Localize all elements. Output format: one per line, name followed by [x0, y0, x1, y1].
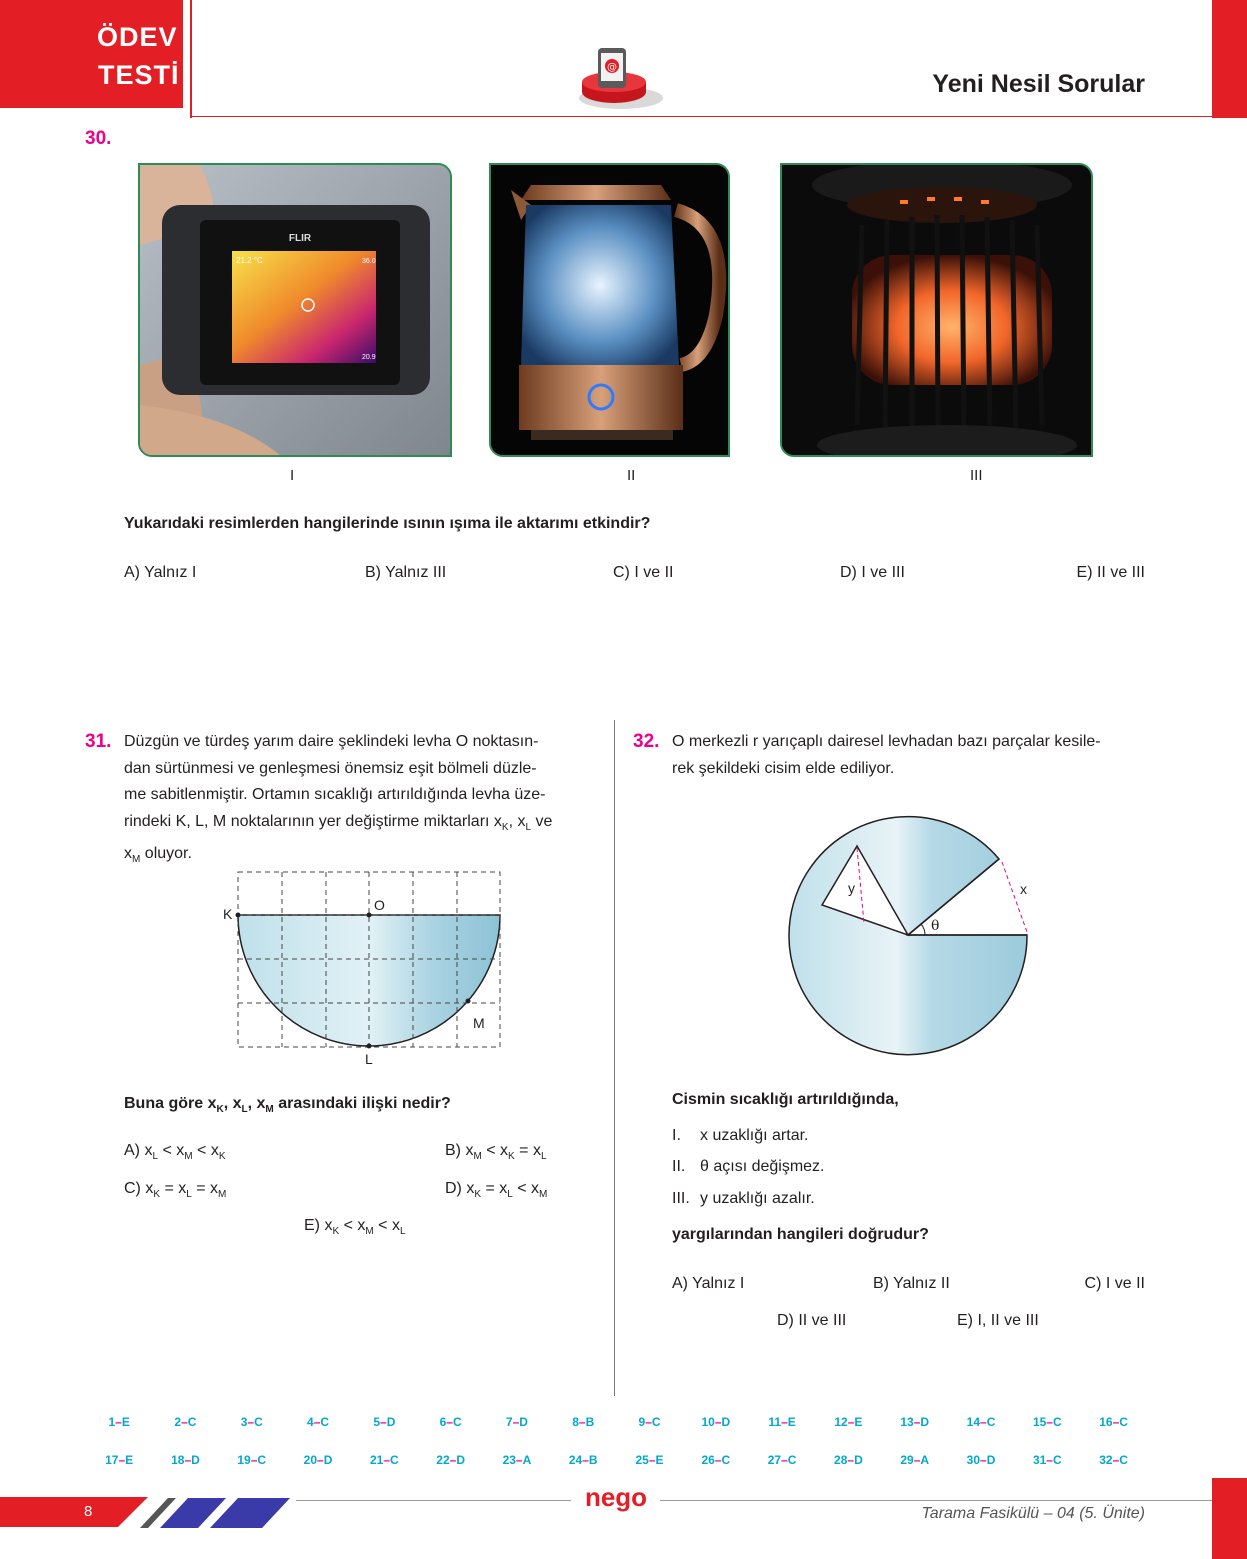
answer-key-item: 4–C	[307, 1415, 330, 1429]
answer-key-item: 5–D	[373, 1415, 396, 1429]
header-divider	[190, 0, 192, 118]
photo-thermal-camera	[138, 163, 452, 457]
q32-statement-3: III. y uzaklığı azalır.	[672, 1190, 815, 1207]
answer-key-item: 32–C	[1099, 1453, 1128, 1467]
q32-statement-1: I. x uzaklığı artar.	[672, 1127, 809, 1144]
answer-key-item: 24–B	[568, 1453, 598, 1467]
q31-number: 31.	[85, 731, 112, 752]
answer-key-item: 8–B	[572, 1415, 595, 1429]
q30-option-b[interactable]: B) Yalnız III	[365, 564, 447, 581]
answer-key-item: 20–D	[303, 1453, 333, 1467]
q30-option-d[interactable]: D) I ve III	[840, 564, 905, 581]
nego-logo	[576, 1480, 656, 1520]
q32-statement-2: II. θ açısı değişmez.	[672, 1158, 825, 1175]
photo-heater	[780, 163, 1093, 457]
answer-key-item: 17–E	[105, 1453, 134, 1467]
answer-key-item: 30–D	[966, 1453, 996, 1467]
badge-line-2: TESTİ	[98, 60, 180, 90]
q31-line-4: rindeki K, L, M noktalarının yer değiştirme miktarları $x_K$, $x_L$ ve	[124, 812, 553, 833]
answer-key-item: 3–C	[240, 1415, 263, 1429]
answer-key-item: 11–E	[768, 1415, 796, 1429]
q31-line-2: dan sürtünmesi ve genleşmesi önemsiz eşit bölmeli düzle-	[124, 759, 537, 777]
footer-title: Tarama Fasikülü – 04 (5. Ünite)	[921, 1505, 1145, 1522]
q31-semicircle-diagram	[215, 865, 515, 1070]
answer-key-item: 23–A	[502, 1453, 532, 1467]
q32-option-d[interactable]: D) II ve III	[777, 1312, 847, 1329]
q31-line-5: $x_M$ oluyor.	[124, 845, 192, 866]
answer-key-item: 27–C	[767, 1453, 797, 1467]
thermal-temp: 21.2 °C	[236, 256, 263, 265]
q32-option-a[interactable]: A) Yalnız I	[672, 1275, 745, 1292]
flir-brand: FLIR	[288, 233, 312, 244]
photo-kettle	[489, 163, 730, 457]
answer-key-item: 9–C	[638, 1415, 661, 1429]
answer-key-item: 29–A	[900, 1453, 930, 1467]
thermal-scale-bottom: 20.9	[362, 354, 376, 361]
answer-key-item: 12–E	[834, 1415, 863, 1429]
q31-question: Buna göre $x_K$, $x_L$, $x_M$ arasındaki ilişki nedir?	[124, 1095, 451, 1116]
q31-option-d[interactable]: D) $x_K = x_L < x_M$	[445, 1180, 548, 1201]
footer-page-tab	[0, 1497, 150, 1527]
footer-rule-left	[296, 1500, 571, 1501]
answer-key-item: 25–E	[635, 1453, 664, 1467]
answer-key-item: 21–C	[369, 1453, 399, 1467]
q30-question: Yukarıdaki resimlerden hangilerinde ısının ışıma ile aktarımı etkindir?	[124, 515, 651, 532]
answer-key-item: 19–C	[237, 1453, 267, 1467]
q32-option-c[interactable]: C) I ve II	[1084, 1275, 1145, 1292]
answer-key-item: 2–C	[174, 1415, 197, 1429]
q32-number: 32.	[633, 731, 660, 752]
q32-question: yargılarından hangileri doğrudur?	[672, 1226, 929, 1243]
header-rule	[190, 116, 1212, 117]
q31-option-b[interactable]: B) $x_M < x_K = x_L$	[445, 1142, 547, 1163]
answer-key-item: 31–C	[1032, 1453, 1062, 1467]
q31-line-1: Düzgün ve türdeş yarım daire şeklindeki levha O noktasın-	[124, 733, 539, 750]
q32-text	[672, 729, 1152, 782]
footer-rule-right	[660, 1500, 1212, 1501]
q32-disk-diagram	[780, 805, 1040, 1065]
answer-key-item: 16–C	[1099, 1415, 1128, 1429]
answer-key-item: 26–C	[701, 1453, 731, 1467]
q30-number: 30.	[85, 128, 112, 149]
footer-stripes	[140, 1498, 295, 1528]
answer-key-item: 14–C	[966, 1415, 996, 1429]
q30-option-c[interactable]: C) I ve II	[613, 564, 674, 581]
answer-key-row-2	[86, 1453, 1147, 1467]
q31-text	[124, 729, 604, 874]
answer-key-item: 22–D	[436, 1453, 465, 1467]
answer-key-item: 28–D	[834, 1453, 863, 1467]
q30-label-3: III	[970, 467, 983, 484]
q30-label-2: II	[627, 467, 636, 484]
q30-option-e[interactable]: E) II ve III	[1076, 564, 1145, 581]
q31-option-a[interactable]: A) $x_L < x_M < x_K$	[124, 1142, 226, 1163]
answer-key-item: 15–C	[1032, 1415, 1062, 1429]
answer-key-row-1	[86, 1415, 1147, 1429]
footer-red-bar	[1212, 1478, 1247, 1559]
answer-key-item: 6–C	[439, 1415, 462, 1429]
q32-lead: Cismin sıcaklığı artırıldığında,	[672, 1091, 899, 1108]
q32-option-b[interactable]: B) Yalnız II	[873, 1275, 950, 1292]
answer-key-item: 13–D	[900, 1415, 930, 1429]
q31-option-e[interactable]: E) $x_K < x_M < x_L$	[304, 1217, 406, 1238]
phone-at-icon	[578, 46, 664, 112]
answer-key-item: 1–E	[108, 1415, 130, 1429]
thermal-scale-top: 36.0	[362, 258, 376, 265]
q32-line-1: O merkezli r yarıçaplı dairesel levhadan bazı parçalar kesile-	[672, 733, 1101, 750]
q31-line-3: me sabitlenmiştir. Ortamın sıcaklığı artırıldığında levha üze-	[124, 786, 546, 803]
answer-key-item: 18–D	[171, 1453, 200, 1467]
label-K: K	[223, 906, 233, 922]
badge-line-1: ÖDEV	[97, 22, 178, 52]
label-O: O	[374, 897, 385, 913]
svg-text:nego: nego	[584, 1482, 648, 1512]
q30-label-1: I	[290, 467, 295, 484]
label-y: y	[848, 880, 855, 896]
header-badge	[0, 0, 183, 108]
label-x: x	[1020, 881, 1027, 897]
header-red-bar	[1212, 0, 1247, 118]
q32-line-2: rek şekildeki cisim elde ediliyor.	[672, 759, 895, 777]
label-theta: θ	[931, 918, 940, 934]
q31-option-c[interactable]: C) $x_K = x_L = x_M$	[124, 1180, 227, 1201]
answer-key-item: 10–D	[701, 1415, 731, 1429]
svg-text:@: @	[607, 62, 617, 73]
q32-option-e[interactable]: E) I, II ve III	[957, 1312, 1039, 1329]
label-L: L	[365, 1051, 373, 1067]
column-divider	[614, 720, 615, 1396]
page-number: 8	[84, 1503, 93, 1520]
label-M: M	[473, 1015, 485, 1031]
page-title: Yeni Nesil Sorular	[932, 70, 1145, 98]
answer-key-item: 7–D	[505, 1415, 528, 1429]
q30-option-a[interactable]: A) Yalnız I	[124, 564, 197, 581]
